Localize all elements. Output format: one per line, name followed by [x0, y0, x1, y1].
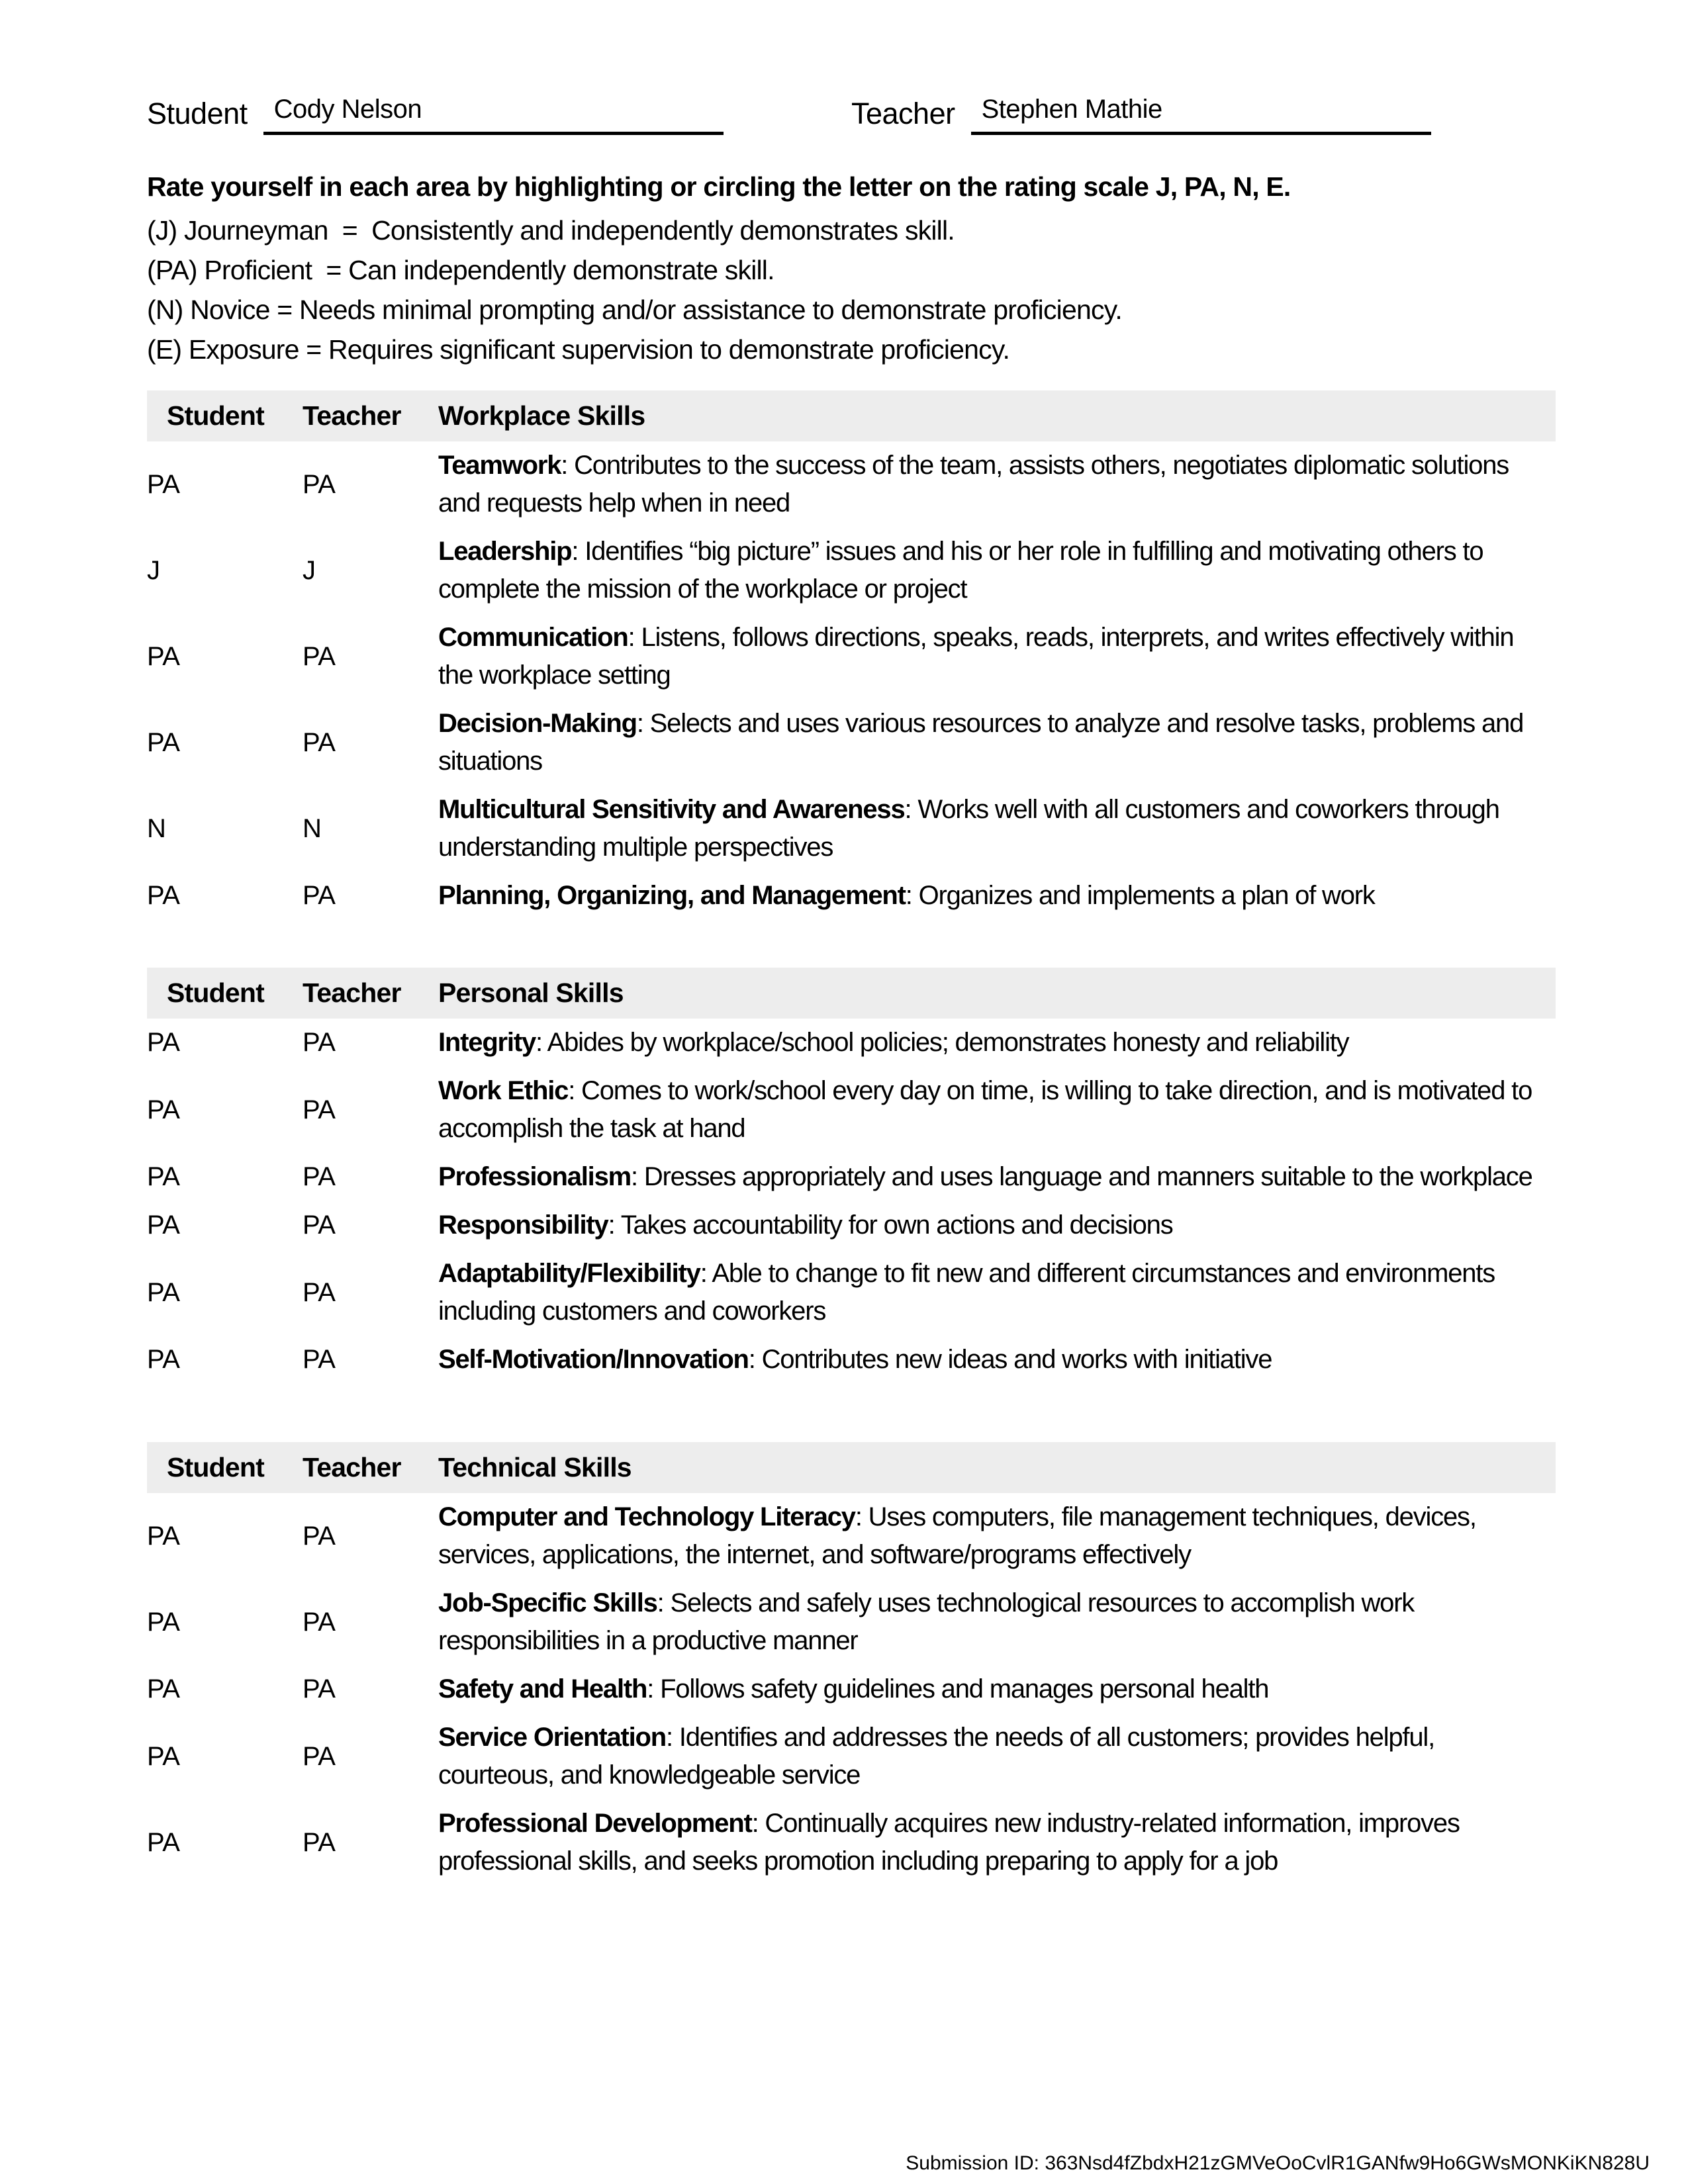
skill-description: Planning, Organizing, and Management: Organizes and implements a plan of work [438, 881, 1375, 910]
table-row [147, 1201, 1556, 1250]
teacher-rating-value[interactable]: PA [303, 1521, 336, 1551]
teacher-name-field[interactable]: Stephen Mathie [971, 96, 1431, 135]
table-row [147, 872, 1556, 920]
teacher-rating-value[interactable]: PA [303, 1827, 336, 1857]
student-rating-value[interactable]: PA [147, 1827, 180, 1857]
table-body [147, 1019, 1556, 1384]
scale-exposure: (E) Exposure = Requires significant supervision to demonstrate proficiency. [147, 334, 1010, 365]
skill-name: Professionalism [438, 1162, 632, 1191]
teacher-rating-value[interactable]: PA [303, 1210, 336, 1240]
table-body [147, 1493, 1556, 1886]
name-header-row [147, 96, 1556, 135]
teacher-rating-value[interactable]: PA [303, 1277, 336, 1307]
teacher-name-block [851, 96, 1556, 135]
table-row [147, 1336, 1556, 1384]
teacher-rating-value[interactable]: N [303, 813, 322, 843]
teacher-rating-value[interactable]: PA [303, 727, 336, 757]
student-rating-value[interactable]: PA [147, 727, 180, 757]
table-header-row [147, 968, 1556, 1019]
technical-skills-table [147, 1442, 1556, 1886]
skill-description: Work Ethic: Comes to work/school every day on time, is willing to take direction, and is motivated to accomplish the task at hand [438, 1076, 1532, 1143]
table-row [147, 441, 1556, 527]
student-rating-value[interactable]: PA [147, 1028, 180, 1057]
scale-journeyman: (J) Journeyman = Consistently and independently demonstrates skill. [147, 215, 955, 246]
teacher-rating-value[interactable]: PA [303, 1028, 336, 1057]
table-row [147, 614, 1556, 700]
skill-description: Professional Development: Continually acquires new industry-related information, improves professional skills, and seeks promotion including preparing to apply for a job [438, 1809, 1460, 1876]
student-rating-value[interactable]: PA [147, 1210, 180, 1240]
teacher-column-header: Teacher [303, 978, 401, 1008]
skill-name: Decision-Making [438, 709, 637, 738]
skill-description: Decision-Making: Selects and uses various resources to analyze and resolve tasks, problems and situations [438, 709, 1524, 776]
skill-description: Professionalism: Dresses appropriately and uses language and manners suitable to the workplace [438, 1162, 1532, 1191]
skills-column-header: Technical Skills [438, 1452, 632, 1482]
rating-instructions: Rate yourself in each area by highlighting or circling the letter on the rating scale J, PA, N, E. [147, 171, 1291, 202]
teacher-rating-value[interactable]: PA [303, 881, 336, 910]
skill-description: Service Orientation: Identifies and addresses the needs of all customers; provides helpful, courteous, and knowledgeable service [438, 1723, 1434, 1790]
teacher-rating-value[interactable]: PA [303, 469, 336, 499]
table-row [147, 1067, 1556, 1153]
student-name-field[interactable]: Cody Nelson [263, 96, 724, 135]
skill-name: Leadership [438, 537, 572, 566]
student-rating-value[interactable]: PA [147, 1674, 180, 1704]
student-rating-value[interactable]: N [147, 813, 166, 843]
teacher-rating-value[interactable]: PA [303, 1741, 336, 1771]
skill-name: Integrity [438, 1028, 536, 1057]
skill-description: Teamwork: Contributes to the success of the team, assists others, negotiates diplomatic solutions and requests help when in need [438, 451, 1509, 518]
student-label: Student [147, 97, 248, 130]
skill-name: Safety and Health [438, 1674, 647, 1704]
skill-description: Multicultural Sensitivity and Awareness: Works well with all customers and coworkers through understanding multiple perspectives [438, 795, 1499, 862]
table-row [147, 1153, 1556, 1201]
skill-name: Planning, Organizing, and Management [438, 881, 906, 910]
skill-description: Communication: Listens, follows directions, speaks, reads, interprets, and writes effectively within the workplace setting [438, 623, 1514, 690]
teacher-rating-value[interactable]: PA [303, 1607, 336, 1637]
student-rating-value[interactable]: PA [147, 1345, 180, 1374]
skill-name: Self-Motivation/Innovation [438, 1345, 749, 1374]
skill-description: Responsibility: Takes accountability for own actions and decisions [438, 1210, 1173, 1240]
teacher-label: Teacher [851, 97, 955, 130]
skill-name: Computer and Technology Literacy [438, 1502, 855, 1531]
table-body [147, 441, 1556, 920]
student-rating-value[interactable]: PA [147, 1741, 180, 1771]
skill-description: Integrity: Abides by workplace/school policies; demonstrates honesty and reliability [438, 1028, 1349, 1057]
student-rating-value[interactable]: PA [147, 641, 180, 671]
workplace-skills-table [147, 390, 1556, 920]
skill-name: Communication [438, 623, 628, 652]
table-row [147, 527, 1556, 614]
skill-name: Professional Development [438, 1809, 752, 1838]
student-column-header: Student [167, 1452, 264, 1482]
student-rating-value[interactable]: PA [147, 1521, 180, 1551]
rating-scale-legend [147, 213, 1556, 367]
student-name-block [147, 96, 851, 135]
table-row [147, 1250, 1556, 1336]
skill-description: Computer and Technology Literacy: Uses computers, file management techniques, devices, services, applications, the internet, and software/programs effectively [438, 1502, 1476, 1569]
skill-name: Work Ethic [438, 1076, 569, 1105]
skill-name: Teamwork [438, 451, 561, 480]
skill-name: Adaptability/Flexibility [438, 1259, 700, 1288]
student-rating-value[interactable]: PA [147, 469, 180, 499]
skills-column-header: Personal Skills [438, 978, 624, 1008]
teacher-rating-value[interactable]: PA [303, 1345, 336, 1374]
teacher-rating-value[interactable]: PA [303, 1095, 336, 1124]
teacher-rating-value[interactable]: PA [303, 641, 336, 671]
skill-description: Job-Specific Skills: Selects and safely uses technological resources to accomplish work responsibilities in a productive manner [438, 1588, 1415, 1655]
skill-description: Self-Motivation/Innovation: Contributes new ideas and works with initiative [438, 1345, 1272, 1374]
table-header-row [147, 390, 1556, 441]
teacher-column-header: Teacher [303, 1452, 401, 1482]
teacher-rating-value[interactable]: PA [303, 1674, 336, 1704]
teacher-rating-value[interactable]: J [303, 555, 316, 585]
student-rating-value[interactable]: PA [147, 1162, 180, 1191]
personal-skills-table [147, 968, 1556, 1384]
skill-description: Safety and Health: Follows safety guidelines and manages personal health [438, 1674, 1269, 1704]
student-column-header: Student [167, 978, 264, 1008]
student-rating-value[interactable]: PA [147, 881, 180, 910]
skill-name: Job-Specific Skills [438, 1588, 657, 1617]
submission-id: Submission ID: 363Nsd4fZbdxH21zGMVeOoCvlR1GANfw9Ho6GWsMONKiKN828U [906, 2152, 1650, 2174]
student-rating-value[interactable]: PA [147, 1095, 180, 1124]
skill-name: Service Orientation [438, 1723, 666, 1752]
table-row [147, 1799, 1556, 1886]
table-row [147, 700, 1556, 786]
skill-description: Adaptability/Flexibility: Able to change to fit new and different circumstances and environments including customers and coworkers [438, 1259, 1495, 1326]
teacher-column-header: Teacher [303, 400, 401, 431]
skill-name: Responsibility [438, 1210, 608, 1240]
table-row [147, 1665, 1556, 1713]
student-rating-value[interactable]: J [147, 555, 160, 585]
table-row [147, 1493, 1556, 1579]
table-header-row [147, 1442, 1556, 1493]
table-row [147, 1713, 1556, 1799]
table-row [147, 1019, 1556, 1067]
teacher-rating-value[interactable]: PA [303, 1162, 336, 1191]
student-column-header: Student [167, 400, 264, 431]
skills-column-header: Workplace Skills [438, 400, 645, 431]
skill-description: Leadership: Identifies “big picture” issues and his or her role in fulfilling and motivating others to complete the mission of the workplace or project [438, 537, 1483, 604]
scale-proficient: (PA) Proficient = Can independently demonstrate skill. [147, 255, 774, 285]
table-row [147, 1579, 1556, 1665]
table-row [147, 786, 1556, 872]
student-rating-value[interactable]: PA [147, 1607, 180, 1637]
scale-novice: (N) Novice = Needs minimal prompting and/or assistance to demonstrate proficiency. [147, 295, 1122, 325]
skill-name: Multicultural Sensitivity and Awareness [438, 795, 905, 824]
student-rating-value[interactable]: PA [147, 1277, 180, 1307]
